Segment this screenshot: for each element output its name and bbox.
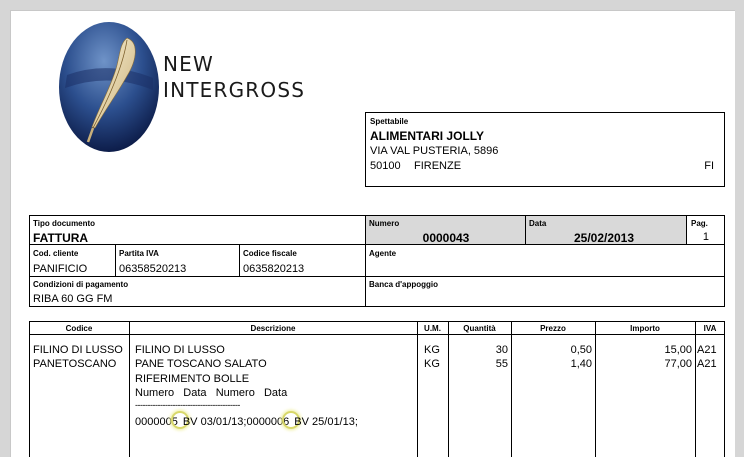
customer-code-label: Cod. cliente xyxy=(33,249,79,258)
row2-description: PANE TOSCANO SALATO xyxy=(135,358,267,370)
ref2-date: 25/01/13; xyxy=(312,416,358,428)
invoice-page xyxy=(10,10,735,457)
grid-line xyxy=(115,245,116,277)
notes-references xyxy=(135,415,358,429)
grid-line xyxy=(29,276,725,277)
recipient-label: Spettabile xyxy=(370,117,409,126)
row1-quantity: 30 xyxy=(495,344,508,356)
row1-vat: A21 xyxy=(697,344,717,356)
recipient-city: FIRENZE xyxy=(414,160,462,172)
agent-label: Agente xyxy=(369,249,397,258)
recipient-box xyxy=(365,112,725,187)
ref2-number: 0000006 xyxy=(246,416,290,428)
grid-line xyxy=(595,321,596,457)
row1-code: FILINO DI LUSSO xyxy=(33,344,123,356)
doc-number-label: Numero xyxy=(369,219,400,228)
col-header-code: Codice xyxy=(65,324,93,333)
ref2-tag: BV xyxy=(294,416,309,428)
recipient-province: FI xyxy=(704,160,714,172)
bank-label: Banca d'appoggio xyxy=(369,280,439,289)
tax-code-label: Codice fiscale xyxy=(243,249,297,258)
notes-columns: Numero Data Numero Data xyxy=(135,387,288,399)
grid-line xyxy=(417,321,418,457)
recipient-name: ALIMENTARI JOLLY xyxy=(370,129,485,143)
customer-code-value: PANIFICIO xyxy=(33,263,88,275)
tax-code-value: 0635820213 xyxy=(243,263,305,275)
col-header-price: Prezzo xyxy=(540,324,566,333)
company-name xyxy=(163,51,305,103)
row2-amount: 77,00 xyxy=(664,358,692,370)
row2-price: 1,40 xyxy=(570,358,592,370)
grid-line xyxy=(29,334,725,335)
grid-line xyxy=(525,215,526,245)
row1-price: 0,50 xyxy=(570,344,592,356)
vat-number-label: Partita IVA xyxy=(119,249,159,258)
payment-terms-label: Condizioni di pagamento xyxy=(33,280,129,289)
grid-line xyxy=(365,215,366,307)
recipient-postcode: 50100 xyxy=(370,160,401,172)
doc-type-value: FATTURA xyxy=(33,231,89,245)
col-header-quantity: Quantità xyxy=(463,324,496,333)
grid-line xyxy=(686,215,687,245)
col-header-amount: Importo xyxy=(630,324,660,333)
recipient-address: VIA VAL PUSTERIA, 5896 xyxy=(370,145,499,157)
row1-description: FILINO DI LUSSO xyxy=(135,344,225,356)
row2-quantity: 55 xyxy=(495,358,508,370)
notes-title: RIFERIMENTO BOLLE xyxy=(135,373,250,385)
grid-line xyxy=(239,245,240,277)
ref1-date: 03/01/13; xyxy=(200,416,247,428)
payment-terms-value: RIBA 60 GG FM xyxy=(33,293,113,305)
grid-line xyxy=(695,321,696,457)
company-name-line2: INTERGROSS xyxy=(163,78,306,102)
items-table xyxy=(29,321,725,457)
row1-unit: KG xyxy=(424,344,440,356)
company-name-line1: NEW xyxy=(163,52,214,76)
ref1-tag: BV xyxy=(182,416,198,428)
doc-date-value: 25/02/2013 xyxy=(573,231,635,245)
doc-date-label: Data xyxy=(529,219,547,228)
row1-amount: 15,00 xyxy=(664,344,692,356)
page-label: Pag. xyxy=(691,219,708,228)
grid-line xyxy=(511,321,512,457)
col-header-description: Descrizione xyxy=(250,324,296,333)
notes-separator: ------------------------------------------ xyxy=(135,400,240,410)
col-header-vat: IVA xyxy=(703,324,717,333)
grid-line xyxy=(448,321,449,457)
grid-line xyxy=(129,321,130,457)
page-value: 1 xyxy=(702,231,709,243)
row2-vat: A21 xyxy=(697,358,717,370)
quill-logo-icon xyxy=(57,20,161,154)
col-header-unit: U.M. xyxy=(424,324,441,333)
row2-code: PANETOSCANO xyxy=(33,358,117,370)
ref1-number: 0000005 xyxy=(135,416,178,428)
doc-number-value: 0000043 xyxy=(422,231,470,245)
row2-unit: KG xyxy=(424,358,440,370)
doc-type-label: Tipo documento xyxy=(33,219,96,228)
vat-number-value: 06358520213 xyxy=(119,263,187,275)
